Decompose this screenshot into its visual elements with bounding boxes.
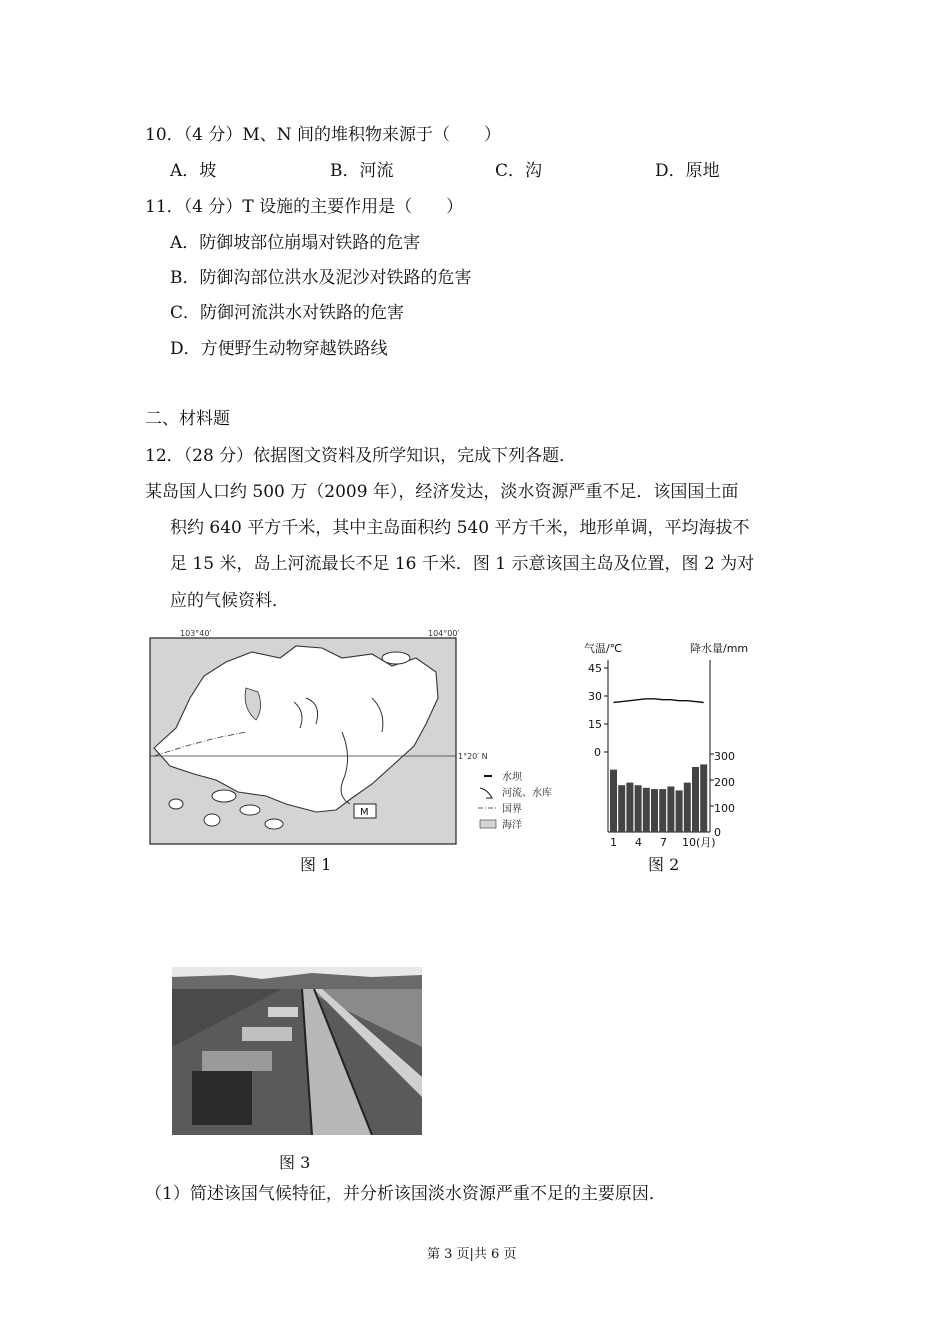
precip-bar — [651, 789, 658, 832]
precip-bar — [610, 770, 617, 832]
temp-tick: 15 — [588, 718, 602, 731]
page-number: 第 3 页|共 6 页 — [427, 1247, 517, 1262]
section-title: 二、材料题 — [145, 409, 230, 429]
month-tick: 7 — [660, 836, 667, 849]
figure-3-caption: 图 3 — [279, 1153, 311, 1172]
q10-stem: 10．（4 分）M、N 间的堆积物来源于（ ） — [145, 125, 502, 145]
precip-bar — [700, 764, 707, 832]
precip-tick: 200 — [714, 776, 735, 789]
precip-bar — [676, 790, 683, 832]
q12-material-line: 应的气候资料． — [170, 591, 289, 611]
q12-material-line: 足 15 米，岛上河流最长不足 16 千米．图 1 示意该国主岛及位置，图 2 为对 — [170, 554, 755, 574]
month-tick: 1 — [610, 836, 617, 849]
temp-tick: 45 — [588, 662, 602, 675]
precip-bar — [659, 789, 666, 832]
precip-axis-label: 降水量/mm — [690, 642, 749, 655]
q10-option-c: C．沟 — [495, 161, 543, 181]
q12-material-line: 某岛国人口约 500 万（2009 年），经济发达，淡水资源严重不足．该国国土面 — [145, 482, 739, 502]
q11-option-c: C．防御河流洪水对铁路的危害 — [170, 303, 405, 323]
precip-tick: 100 — [714, 802, 735, 815]
q12-stem: 12．（28 分）依据图文资料及所学知识，完成下列各题． — [145, 446, 577, 466]
month-tick: 4 — [635, 836, 642, 849]
temp-axis-label: 气温/℃ — [584, 642, 623, 655]
fig1-legend-dam: 水坝 — [502, 772, 522, 783]
q11-option-a: A．防御坡部位崩塌对铁路的危害 — [170, 233, 421, 253]
figure-2-caption: 图 2 — [648, 855, 680, 874]
fig1-legend-river: 河流、水库 — [502, 788, 552, 799]
q12-material-line: 积约 640 平方千米，其中主岛面积约 540 平方千米，地形单调，平均海拔不 — [170, 518, 750, 538]
month-tick: 10(月) — [682, 836, 716, 849]
precip-tick: 300 — [714, 750, 735, 763]
q11-stem: 11．（4 分）T 设施的主要作用是（ ） — [145, 197, 464, 217]
precip-bar — [635, 785, 642, 832]
fig1-lat: 1°20′ N — [458, 752, 488, 761]
fig1-lon-left: 103°40′ — [180, 629, 212, 638]
precip-tick: 0 — [714, 826, 721, 839]
precip-bar — [618, 785, 625, 832]
precip-bar — [626, 783, 633, 832]
q10-option-d: D．原地 — [655, 161, 720, 181]
figure-1-caption: 图 1 — [300, 855, 332, 874]
q11-option-d: D．方便野生动物穿越铁路线 — [170, 339, 388, 359]
fig1-lon-right: 104°00′ — [428, 629, 460, 638]
fig1-legend-border: 国界 — [502, 804, 522, 815]
precip-bar — [684, 783, 691, 832]
temp-tick: 30 — [588, 690, 602, 703]
q10-option-a: A．坡 — [170, 161, 217, 181]
fig1-marker: M — [360, 807, 369, 818]
figure-2-climate-chart — [582, 634, 762, 850]
precip-bar — [643, 788, 650, 832]
q11-option-b: B．防御沟部位洪水及泥沙对铁路的危害 — [170, 268, 472, 288]
fig1-legend-ocean: 海洋 — [502, 820, 522, 831]
figure-3-photo — [172, 967, 422, 1135]
temp-tick: 0 — [594, 746, 601, 759]
figure-1-map — [146, 628, 576, 850]
precip-bar — [692, 767, 699, 832]
q10-option-b: B．河流 — [330, 161, 394, 181]
q12-sub1: （1）简述该国气候特征，并分析该国淡水资源严重不足的主要原因． — [145, 1184, 666, 1204]
temperature-line — [614, 699, 704, 703]
precip-bar — [667, 787, 674, 833]
